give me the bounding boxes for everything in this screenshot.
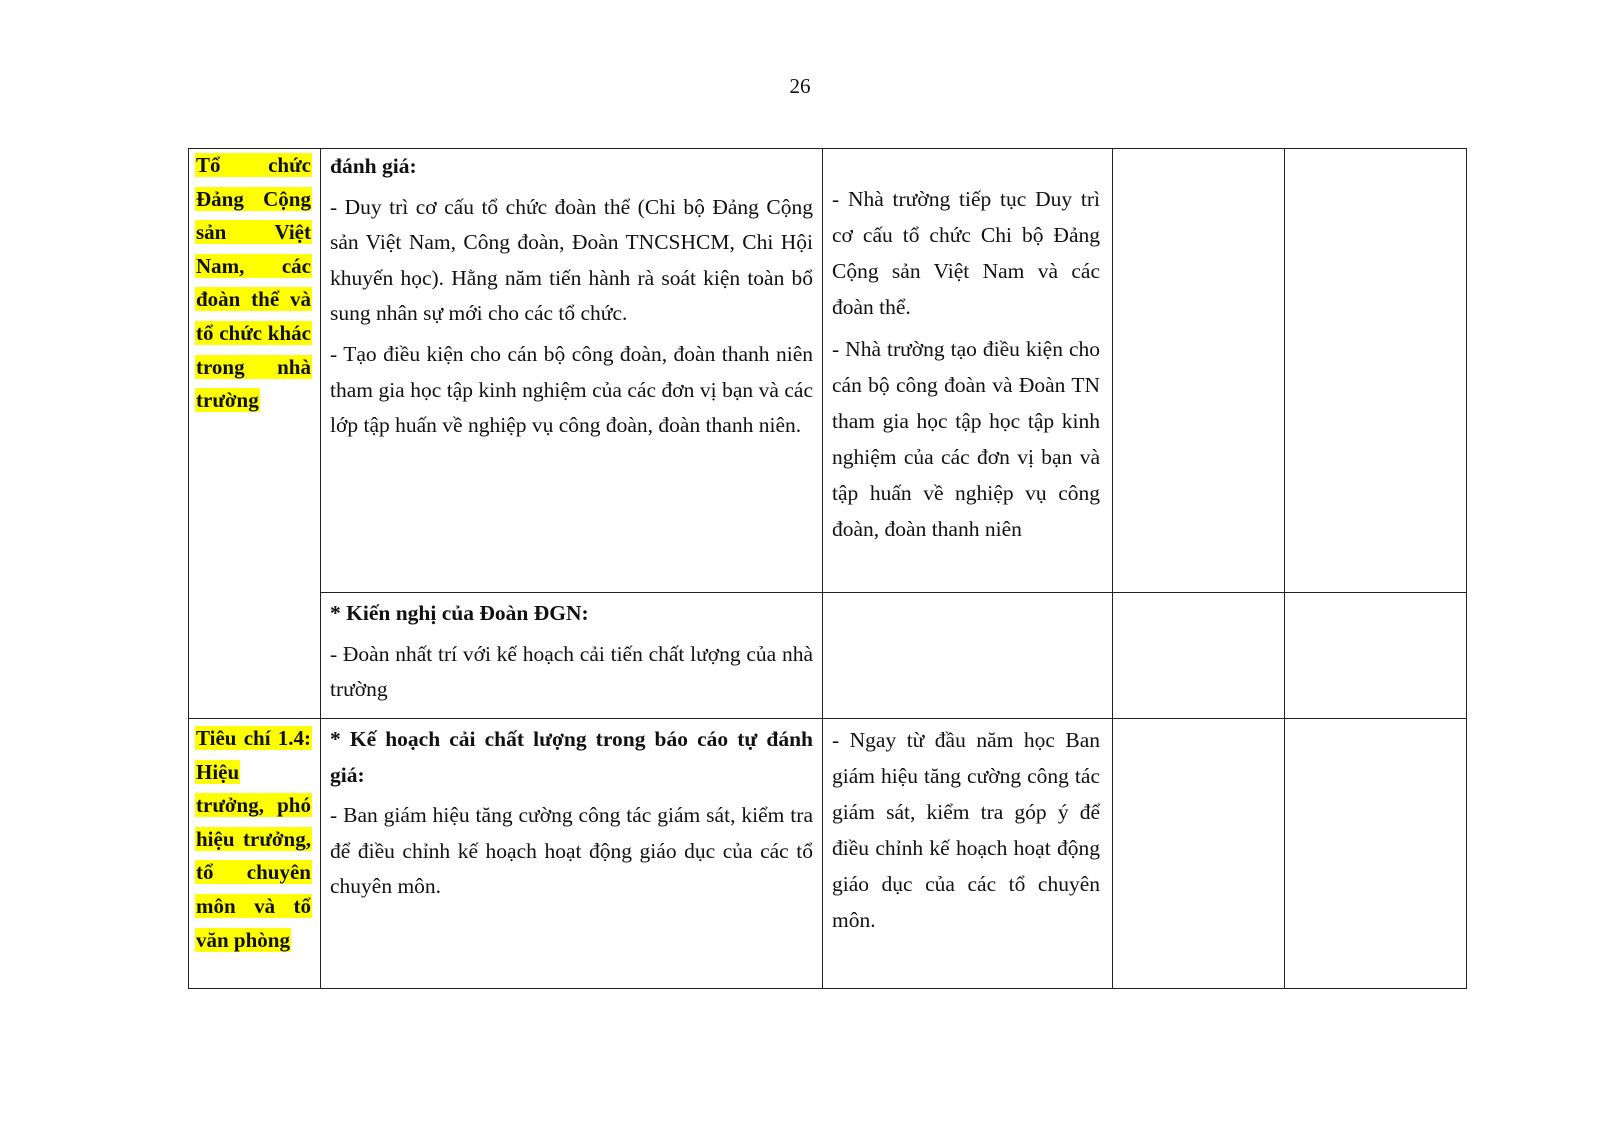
result-item: - Nhà trường tiếp tục Duy trì cơ cấu tổ chức Chi bộ Đảng Cộng sản Việt Nam và các đoàn thể. bbox=[832, 187, 1100, 319]
criterion-label: Tiêu chí 1.4: Hiệu trưởng, phó hiệu trưởng, tổ chuyên môn và tổ văn phòng bbox=[196, 726, 311, 952]
criterion-cell bbox=[189, 149, 321, 719]
plan-cell bbox=[321, 149, 823, 593]
empty-cell bbox=[1113, 149, 1285, 593]
recommendation-cell bbox=[321, 593, 823, 719]
plan-item: - Tạo điều kiện cho cán bộ công đoàn, đoàn thanh niên tham gia học tập kinh nghiệm của các đơn vị bạn và các lớp tập huấn về nghiệp vụ công đoàn, đoàn thanh niên. bbox=[330, 341, 813, 438]
quality-improvement-table bbox=[188, 148, 1467, 989]
result-item: - Ngay từ đầu năm học Ban giám hiệu tăng cường công tác giám sát, kiểm tra góp ý để điều chỉnh kế hoạch hoạt động giáo dục của các tổ chuyên môn. bbox=[832, 728, 1100, 932]
empty-cell bbox=[1285, 593, 1467, 719]
empty-cell bbox=[1113, 593, 1285, 719]
table-row bbox=[189, 593, 1467, 719]
plan-heading: * Kế hoạch cải chất lượng trong báo cáo tự đánh giá: bbox=[330, 727, 813, 787]
empty-cell bbox=[823, 593, 1113, 719]
plan-item: - Ban giám hiệu tăng cường công tác giám sát, kiểm tra để điều chỉnh kế hoạch hoạt động giáo dục của các tổ chuyên môn. bbox=[330, 803, 813, 899]
plan-cell bbox=[321, 719, 823, 989]
table-row bbox=[189, 149, 1467, 593]
empty-cell bbox=[1285, 719, 1467, 989]
plan-item: - Duy trì cơ cấu tổ chức đoàn thể (Chi bộ Đảng Cộng sản Việt Nam, Công đoàn, Đoàn TNCSHCM, Chi Hội khuyến học). Hằng năm tiến hành rà soát kiện toàn bổ sung nhân sự mới cho các tổ chức. bbox=[330, 194, 813, 326]
empty-cell bbox=[1113, 719, 1285, 989]
plan-heading: đánh giá: bbox=[330, 154, 417, 178]
table-row bbox=[189, 719, 1467, 989]
page-number: 26 bbox=[789, 74, 811, 98]
empty-cell bbox=[1285, 149, 1467, 593]
criterion-cell bbox=[189, 719, 321, 989]
result-item: - Nhà trường tạo điều kiện cho cán bộ công đoàn và Đoàn TN tham gia học tập học tập kinh nghiệm của các đơn vị bạn và tập huấn về nghiệp vụ công đoàn, đoàn thanh niên bbox=[832, 337, 1100, 541]
result-cell bbox=[823, 149, 1113, 593]
recommendation-text: - Đoàn nhất trí với kế hoạch cải tiến chất lượng của nhà trường bbox=[330, 641, 813, 702]
recommendation-heading: * Kiến nghị của Đoàn ĐGN: bbox=[330, 601, 589, 625]
criterion-label: Tổ chức Đảng Cộng sản Việt Nam, các đoàn thể và tổ chức khác trong nhà trường bbox=[196, 153, 311, 413]
result-cell bbox=[823, 719, 1113, 989]
